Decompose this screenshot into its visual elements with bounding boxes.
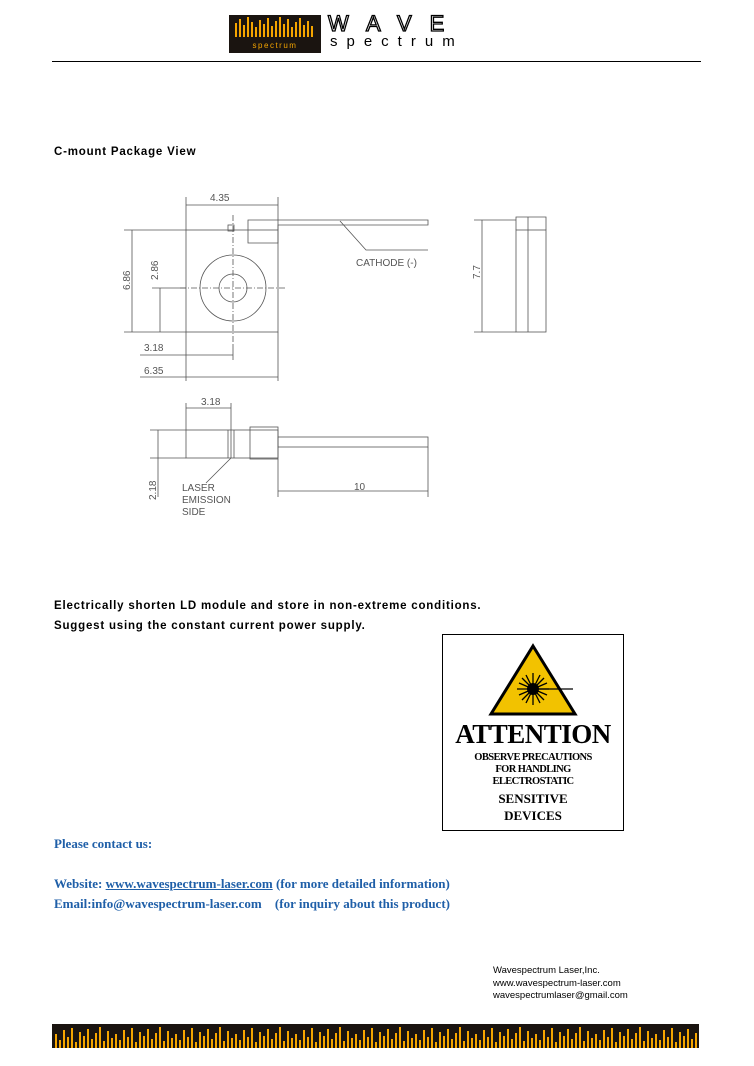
footer-bar-segment: [591, 1038, 593, 1048]
footer-bar-segment: [343, 1041, 345, 1048]
footer-bar-segment: [171, 1038, 173, 1048]
footer-bar-segment: [187, 1037, 189, 1048]
footer-bar-segment: [619, 1032, 621, 1048]
footer-bar-segment: [651, 1038, 653, 1048]
footer-bar-segment: [523, 1041, 525, 1048]
footer-bar-segment: [383, 1036, 385, 1048]
footer-bar-segment: [351, 1038, 353, 1048]
attention-line-1: OBSERVE PRECAUTIONS: [474, 752, 592, 763]
note-line-2: Suggest using the constant current power supply.: [54, 620, 366, 632]
dim-total-width: 6.35: [144, 366, 164, 377]
footer-bar-segment: [215, 1033, 217, 1048]
laser-label-2: EMISSION: [182, 495, 231, 506]
footer-bar-segment: [299, 1040, 301, 1048]
footer-bar-segment: [227, 1031, 229, 1048]
attention-line-3: ELECTROSTATIC: [492, 776, 574, 787]
attention-line-4: SENSITIVE: [498, 791, 568, 806]
footer-bar-segment: [339, 1027, 341, 1048]
footer-bar-segment: [327, 1029, 329, 1048]
footer-bar-segment: [615, 1042, 617, 1048]
footer-bar-segment: [583, 1041, 585, 1048]
footer-bar-segment: [587, 1031, 589, 1048]
footer-bar-segment: [63, 1030, 65, 1048]
dim-bottom-width: 3.18: [201, 397, 221, 408]
footer-bar-segment: [223, 1041, 225, 1048]
footer-bar-segment: [139, 1032, 141, 1048]
footer-bar-segment: [199, 1032, 201, 1048]
footer-bar-segment: [135, 1042, 137, 1048]
footer-bar-segment: [567, 1029, 569, 1048]
footer-bar-segment: [559, 1032, 561, 1048]
footer-bar-segment: [95, 1033, 97, 1048]
footer-bar-segment: [683, 1036, 685, 1048]
footer-bar-segment: [511, 1039, 513, 1048]
footer-bar-segment: [231, 1038, 233, 1048]
email-note: (for inquiry about this product): [274, 896, 450, 911]
footer-bar-segment: [163, 1041, 165, 1048]
footer-bar-segment: [459, 1027, 461, 1048]
footer-bar-segment: [107, 1031, 109, 1048]
footer-bar-segment: [499, 1032, 501, 1048]
footer-bar-segment: [103, 1041, 105, 1048]
footer-bar-segment: [203, 1036, 205, 1048]
footer-bar-segment: [91, 1039, 93, 1048]
footer-bar-segment: [151, 1039, 153, 1048]
footer-bar-segment: [131, 1028, 133, 1048]
footer-bars-icon: [52, 1024, 699, 1048]
footer-bar-segment: [359, 1040, 361, 1048]
contact-heading: Please contact us:: [54, 836, 153, 851]
attention-line-2: FOR HANDLING: [495, 764, 571, 775]
footer-bar-segment: [643, 1041, 645, 1048]
footer-bar-segment: [539, 1040, 541, 1048]
attention-line-5: DEVICES: [504, 808, 562, 823]
website-note: (for more detailed information): [275, 876, 450, 891]
footer-bar-segment: [195, 1042, 197, 1048]
footer-bar-segment: [423, 1030, 425, 1048]
footer-bar-segment: [435, 1042, 437, 1048]
website-link[interactable]: www.wavespectrum-laser.com: [105, 876, 273, 891]
footer-bar-segment: [371, 1028, 373, 1048]
dim-width-top: 4.35: [210, 193, 230, 204]
footer-bar-segment: [319, 1032, 321, 1048]
email-line: [54, 896, 450, 912]
footer-bar-segment: [315, 1042, 317, 1048]
laser-label-1: LASER: [182, 483, 215, 494]
dim-half-width: 3.18: [144, 343, 164, 354]
footer-bar-segment: [415, 1034, 417, 1048]
footer-bar-segment: [259, 1032, 261, 1048]
footer-bar-segment: [115, 1034, 117, 1048]
footer-bar-segment: [471, 1038, 473, 1048]
footer-bar-segment: [295, 1034, 297, 1048]
footer-bar-segment: [579, 1027, 581, 1048]
email-label: Email:info@wavespectrum-laser.com: [54, 896, 262, 911]
logo-wordmark: [326, 12, 511, 54]
dim-lead-length: 10: [354, 482, 366, 493]
footer-bar-segment: [531, 1038, 533, 1048]
footer-bar-segment: [207, 1029, 209, 1048]
footer-bar-segment: [155, 1033, 157, 1048]
footer-bar-segment: [275, 1033, 277, 1048]
footer-bar-segment: [143, 1036, 145, 1048]
footer-bar-segment: [675, 1042, 677, 1048]
attention-title: ATTENTION: [455, 719, 611, 749]
footer-bar-segment: [311, 1028, 313, 1048]
dim-center-height: 2.86: [150, 260, 161, 280]
footer-bar-segment: [331, 1039, 333, 1048]
footer-bar-segment: [79, 1032, 81, 1048]
dim-side-height: 7.7: [472, 265, 483, 279]
footer-bar-segment: [375, 1042, 377, 1048]
footer-bar-segment: [691, 1039, 693, 1048]
logo-mark: [229, 15, 321, 53]
footer-bar-segment: [575, 1033, 577, 1048]
footer-bar-segment: [483, 1030, 485, 1048]
footer-bar-segment: [55, 1034, 57, 1048]
footer-bar-segment: [395, 1033, 397, 1048]
footer-bar-segment: [555, 1042, 557, 1048]
footer-bar-segment: [551, 1028, 553, 1048]
footer-bar-segment: [603, 1030, 605, 1048]
footer-bar-segment: [219, 1027, 221, 1048]
footer-bar-segment: [519, 1027, 521, 1048]
website-label: Website:: [54, 876, 103, 891]
footer-bar-segment: [659, 1040, 661, 1048]
footer-bar-segment: [323, 1036, 325, 1048]
footer-bar-segment: [487, 1037, 489, 1048]
company-web: www.wavespectrum-laser.com: [493, 977, 621, 989]
footer-bar-segment: [507, 1029, 509, 1048]
footer-bar-segment: [571, 1039, 573, 1048]
footer-bar-segment: [463, 1041, 465, 1048]
footer-bar-segment: [535, 1034, 537, 1048]
attention-box: [442, 634, 624, 831]
footer-bar-segment: [611, 1028, 613, 1048]
footer-bar-segment: [503, 1036, 505, 1048]
footer-bar-segment: [695, 1033, 697, 1048]
footer-bar-segment: [515, 1033, 517, 1048]
footer-bar-segment: [635, 1033, 637, 1048]
footer-bar-segment: [159, 1027, 161, 1048]
company-email: wavespectrumlaser@gmail.com: [493, 990, 628, 1001]
footer-bar-segment: [467, 1031, 469, 1048]
footer-bar-segment: [655, 1034, 657, 1048]
footer-bar-segment: [279, 1027, 281, 1048]
footer-bar-segment: [83, 1036, 85, 1048]
footer-bar-segment: [451, 1039, 453, 1048]
footer-bar-segment: [599, 1040, 601, 1048]
footer-bar-segment: [271, 1039, 273, 1048]
footer-bar-segment: [335, 1033, 337, 1048]
footer-bar-segment: [547, 1037, 549, 1048]
footer-bar-segment: [111, 1038, 113, 1048]
footer-bar-segment: [411, 1038, 413, 1048]
footer-bar-segment: [687, 1029, 689, 1048]
footer-bar-segment: [431, 1028, 433, 1048]
footer-bar-segment: [543, 1030, 545, 1048]
logo-small-text: spectrum: [252, 41, 298, 50]
footer-bar-segment: [123, 1030, 125, 1048]
footer-bar-segment: [243, 1030, 245, 1048]
footer-bar-segment: [363, 1030, 365, 1048]
footer-bar-segment: [647, 1031, 649, 1048]
laser-warning-icon: [488, 643, 578, 717]
footer-bar-segment: [127, 1037, 129, 1048]
footer-bar-segment: [391, 1039, 393, 1048]
footer-bar-segment: [255, 1042, 257, 1048]
note-line-1: Electrically shorten LD module and store in non-extreme conditions.: [54, 600, 482, 612]
cathode-label: CATHODE (-): [356, 258, 417, 269]
footer-bar-segment: [175, 1034, 177, 1048]
footer-bar-segment: [191, 1028, 193, 1048]
footer-bar-segment: [239, 1040, 241, 1048]
footer-bar-segment: [99, 1027, 101, 1048]
website-line: [54, 876, 450, 892]
footer-bar-segment: [495, 1042, 497, 1048]
logo-bars-icon: [229, 15, 321, 53]
section-title: C-mount Package View: [54, 146, 197, 158]
footer-bar-segment: [367, 1037, 369, 1048]
company-block: [493, 965, 628, 1003]
footer-bar-segment: [639, 1027, 641, 1048]
footer-bar-segment: [439, 1032, 441, 1048]
footer-bar-segment: [427, 1037, 429, 1048]
footer-bar-segment: [595, 1034, 597, 1048]
footer-bar-segment: [119, 1040, 121, 1048]
company-name: Wavespectrum Laser,Inc.: [493, 965, 600, 976]
footer-bar-segment: [287, 1031, 289, 1048]
footer-bar-segment: [403, 1041, 405, 1048]
header-divider: [52, 61, 701, 62]
footer-bar-segment: [527, 1031, 529, 1048]
dim-bottom-height: 2.18: [148, 480, 159, 500]
footer-bar-segment: [211, 1039, 213, 1048]
footer-bar-segment: [631, 1039, 633, 1048]
package-drawing: [110, 185, 570, 525]
wave-wordmark-icon: [326, 12, 511, 34]
dim-height-left: 6.86: [122, 270, 133, 290]
footer-bar-segment: [447, 1029, 449, 1048]
footer-bar-segment: [407, 1031, 409, 1048]
footer-bar-segment: [183, 1030, 185, 1048]
footer-bar-segment: [355, 1034, 357, 1048]
footer-bar-segment: [147, 1029, 149, 1048]
footer-bar-segment: [283, 1041, 285, 1048]
footer-bar-segment: [291, 1038, 293, 1048]
footer-bar-segment: [307, 1037, 309, 1048]
footer-bar-segment: [475, 1034, 477, 1048]
footer-bar-segment: [563, 1036, 565, 1048]
logo-wordmark-top: WAVE: [328, 12, 463, 34]
footer-bar-segment: [419, 1040, 421, 1048]
footer-bar-segment: [235, 1034, 237, 1048]
footer-bar-segment: [667, 1037, 669, 1048]
footer-bar-segment: [663, 1030, 665, 1048]
footer-bar-segment: [387, 1029, 389, 1048]
footer-bar-segment: [379, 1032, 381, 1048]
footer-bar-segment: [443, 1036, 445, 1048]
footer-bar-segment: [87, 1029, 89, 1048]
footer-bar-segment: [627, 1029, 629, 1048]
footer-bar-segment: [71, 1028, 73, 1048]
footer-bar-segment: [75, 1042, 77, 1048]
footer-bar-segment: [267, 1029, 269, 1048]
logo-wordmark-bottom: spectrum: [330, 33, 464, 50]
footer-bar-segment: [59, 1040, 61, 1048]
footer-bar-segment: [167, 1031, 169, 1048]
footer-bar-segment: [251, 1028, 253, 1048]
footer-bar-segment: [303, 1030, 305, 1048]
footer-bar-segment: [179, 1040, 181, 1048]
footer-bar-segment: [491, 1028, 493, 1048]
footer-bar-segment: [399, 1027, 401, 1048]
footer-bar-segment: [479, 1040, 481, 1048]
footer-bar-segment: [67, 1037, 69, 1048]
laser-label-3: SIDE: [182, 507, 206, 518]
footer-bar-segment: [607, 1037, 609, 1048]
footer-bar-segment: [455, 1033, 457, 1048]
footer-bar-segment: [247, 1037, 249, 1048]
footer-bar-segment: [263, 1036, 265, 1048]
footer-bar-segment: [671, 1028, 673, 1048]
footer-bar-segment: [347, 1031, 349, 1048]
footer-bar-segment: [623, 1036, 625, 1048]
footer-bar-segment: [679, 1032, 681, 1048]
footer-bar: [52, 1024, 699, 1048]
